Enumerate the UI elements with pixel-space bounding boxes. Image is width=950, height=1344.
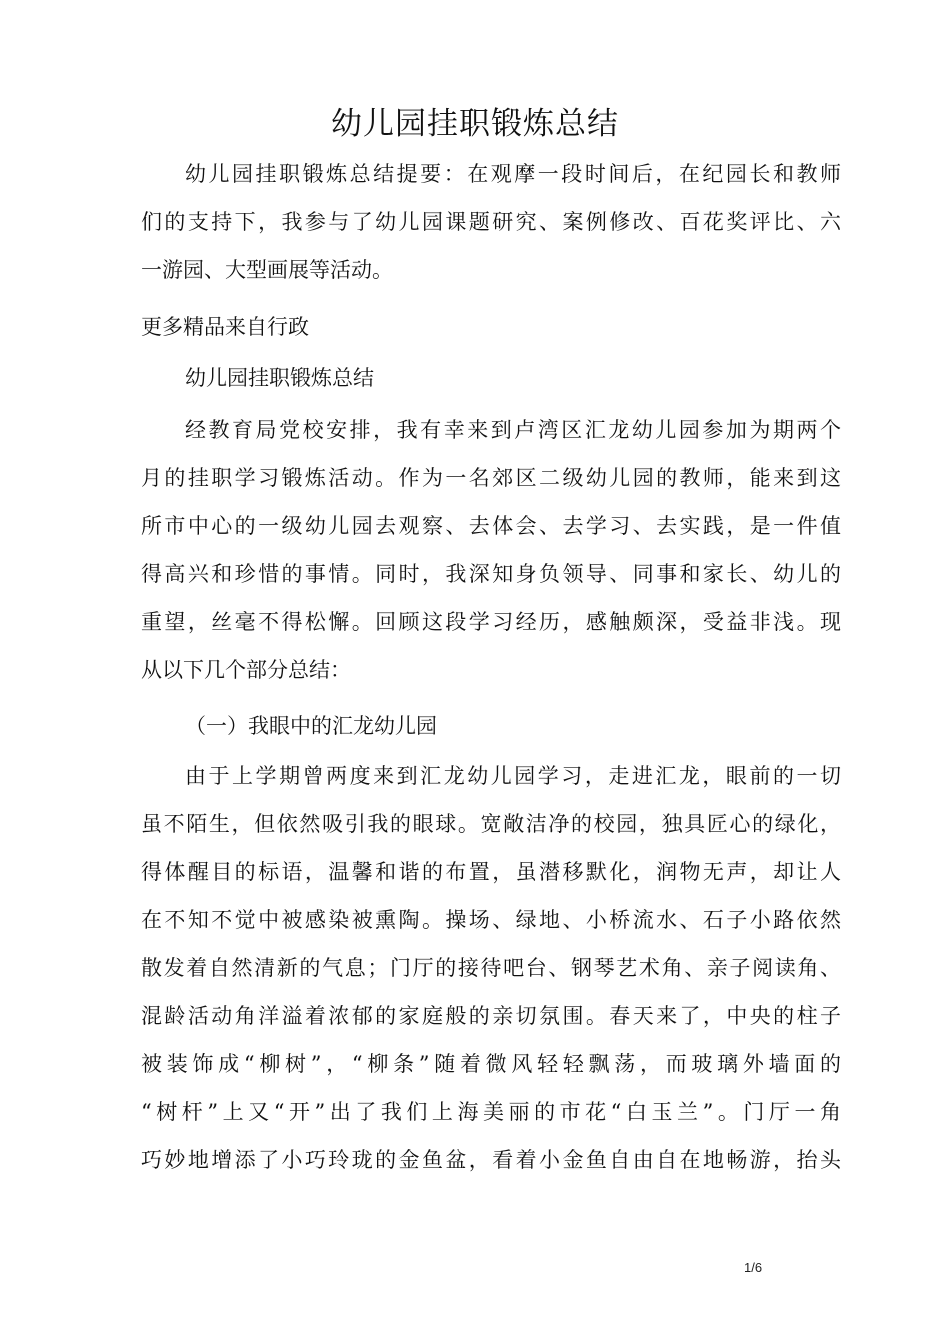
section-line: 巧妙地增添了小巧玲珑的金鱼盆，看着小金鱼自由自在地畅游，抬头 <box>141 1148 841 1172</box>
subtitle <box>141 354 841 402</box>
summary-paragraph <box>141 150 841 294</box>
intro-paragraph <box>141 406 841 694</box>
intro-line: 所市中心的一级幼儿园去观察、去体会、去学习、去实践，是一件值 <box>141 514 841 538</box>
document-title: 幼儿园挂职锻炼总结 <box>331 106 619 142</box>
intro-line: 月的挂职学习锻炼活动。作为一名郊区二级幼儿园的教师，能来到这 <box>141 466 841 490</box>
summary-line: 们的支持下，我参与了幼儿园课题研究、案例修改、百花奖评比、六 <box>141 210 841 234</box>
section-heading <box>141 702 841 750</box>
section-line: 虽不陌生，但依然吸引我的眼球。宽敞洁净的校园，独具匠心的绿化， <box>141 812 841 836</box>
intro-line: 重望，丝毫不得松懈。回顾这段学习经历，感触颇深，受益非浅。现 <box>141 610 841 634</box>
section-line: 得体醒目的标语，温馨和谐的布置，虽潜移默化，润物无声，却让人 <box>141 860 841 884</box>
intro-line: 从以下几个部分总结： <box>141 658 351 682</box>
summary-line: 一游园、大型画展等活动。 <box>141 258 393 282</box>
intro-line: 得高兴和珍惜的事情。同时，我深知身负领导、同事和家长、幼儿的 <box>141 562 841 586</box>
source-note <box>141 303 841 351</box>
subtitle-text: 幼儿园挂职锻炼总结 <box>185 366 374 390</box>
summary-line: 幼儿园挂职锻炼总结提要：在观摩一段时间后，在纪园长和教师 <box>185 162 841 186</box>
section-line: 混龄活动角洋溢着浓郁的家庭般的亲切氛围。春天来了，中央的柱子 <box>141 1004 841 1028</box>
section-line: 散发着自然清新的气息；门厅的接待吧台、钢琴艺术角、亲子阅读角、 <box>141 956 841 980</box>
page-number: 1/6 <box>744 1260 763 1275</box>
section-line: 由于上学期曾两度来到汇龙幼儿园学习，走进汇龙，眼前的一切 <box>185 764 841 788</box>
section-heading-text: （一）我眼中的汇龙幼儿园 <box>185 714 437 738</box>
section-line: 在不知不觉中被感染被熏陶。操场、绿地、小桥流水、石子小路依然 <box>141 908 841 932</box>
section-line: “树杆”上又“开”出了我们上海美丽的市花“白玉兰”。门厅一角 <box>141 1100 841 1124</box>
section-line: 被装饰成“柳树”，“柳条”随着微风轻轻飘荡，而玻璃外墙面的 <box>141 1052 841 1076</box>
intro-line: 经教育局党校安排，我有幸来到卢湾区汇龙幼儿园参加为期两个 <box>185 418 841 442</box>
section-paragraph <box>141 752 841 1184</box>
source-note-text: 更多精品来自行政 <box>141 315 309 339</box>
